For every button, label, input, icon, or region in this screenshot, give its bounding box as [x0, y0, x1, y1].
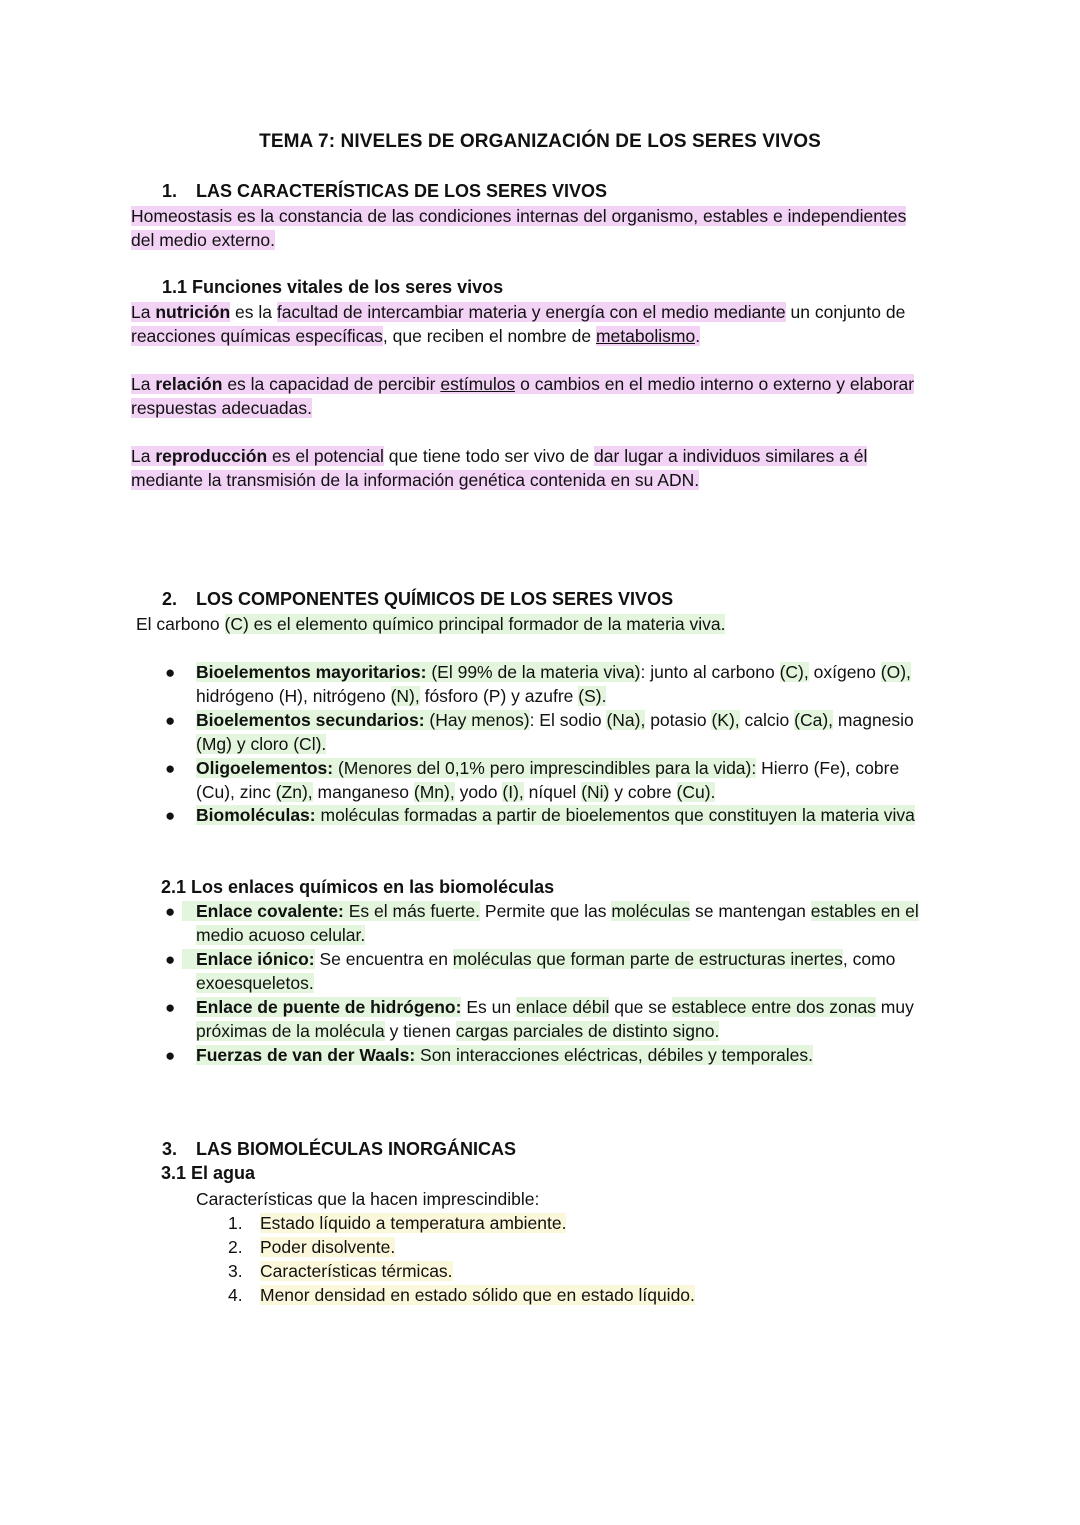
relacion-line-2: respuestas adecuadas. [131, 398, 312, 418]
section-3-heading [162, 1139, 516, 1160]
section-3-title: LAS BIOMOLÉCULAS INORGÁNICAS [196, 1139, 517, 1159]
section-3-number: 3. [162, 1139, 178, 1159]
subsection-3-1-heading: 3.1 El agua [161, 1163, 256, 1183]
homeostasis-line-2: del medio externo. [131, 230, 275, 250]
section-1-title: LAS CARACTERÍSTICAS DE LOS SERES VIVOS [196, 181, 608, 201]
oligoelementos-line-1: Oligoelementos: (Menores del 0,1% pero imprescindibles para la vida): Hierro (Fe), cobre [196, 758, 900, 778]
bullet-icon: ● [165, 902, 176, 921]
bioelementos-secundarios-line-1: Bioelementos secundarios: (Hay menos): El sodio (Na), potasio (K), calcio (Ca), magnesio [196, 710, 914, 730]
reproduccion-line-2: mediante la transmisión de la información genética contenida en su ADN. [131, 470, 700, 490]
list-item-number: 2. [228, 1237, 243, 1257]
list-item: Características térmicas. [260, 1261, 453, 1281]
bullet-icon: ● [165, 998, 176, 1017]
section-2-title: LOS COMPONENTES QUÍMICOS DE LOS SERES VIVOS [196, 589, 674, 609]
homeostasis-line-1: Homeostasis es la constancia de las condiciones internas del organismo, estables e independientes [131, 206, 907, 226]
list-item-number: 4. [228, 1285, 243, 1305]
list-item: Poder disolvente. [260, 1237, 396, 1257]
enlace-covalente-line-2: medio acuoso celular. [196, 925, 366, 945]
section-2-heading [162, 589, 673, 610]
enlace-ionico-line-2: exoesqueletos. [196, 973, 314, 993]
list-item: Estado líquido a temperatura ambiente. [260, 1213, 567, 1233]
bioelementos-mayoritarios-line-1: Bioelementos mayoritarios: (El 99% de la materia viva): junto al carbono (C), oxígeno (O), [196, 662, 911, 682]
fuerzas-van-der-waals-line: Fuerzas de van der Waals: Son interacciones eléctricas, débiles y temporales. [196, 1045, 813, 1065]
bullet-icon: ● [165, 1046, 176, 1065]
section-1-number: 1. [162, 181, 178, 201]
biomoleculas-line: Biomoléculas: moléculas formadas a partir de bioelementos que constituyen la materia viva [196, 805, 915, 825]
enlace-puente-hidrogeno-line-1: Enlace de puente de hidrógeno: Es un enlace débil que se establece entre dos zonas muy [196, 997, 914, 1017]
agua-intro: Características que la hacen imprescindible: [196, 1189, 540, 1209]
relacion-line-1: La relación es la capacidad de percibir estímulos o cambios en el medio interno o externo y elaborar [131, 374, 915, 394]
section-1-heading [162, 181, 607, 202]
nutricion-line-2: reacciones químicas específicas, que reciben el nombre de metabolismo. [131, 326, 701, 346]
nutricion-line-1: La nutrición es la facultad de intercambiar materia y energía con el medio mediante un conjunto de [131, 302, 906, 322]
bioelementos-mayoritarios-line-2: hidrógeno (H), nitrógeno (N), fósforo (P) y azufre (S). [196, 686, 607, 706]
bullet-icon: ● [165, 950, 176, 969]
bullet-icon: ● [165, 806, 176, 825]
subsection-1-1-heading: 1.1 Funciones vitales de los seres vivos [162, 277, 504, 297]
bioelementos-secundarios-line-2: (Mg) y cloro (Cl). [196, 734, 327, 754]
list-item-number: 3. [228, 1261, 243, 1281]
list-item: Menor densidad en estado sólido que en estado líquido. [260, 1285, 695, 1305]
enlace-puente-hidrogeno-line-2: próximas de la molécula y tienen cargas parciales de distinto signo. [196, 1021, 720, 1041]
carbono-intro: El carbono (C) es el elemento químico principal formador de la materia viva. [136, 614, 726, 634]
enlace-covalente-line-1: Enlace covalente: Es el más fuerte. Permite que las moléculas se mantengan estables en el [182, 899, 919, 923]
oligoelementos-line-2: (Cu), zinc (Zn), manganeso (Mn), yodo (I), níquel (Ni) y cobre (Cu). [196, 782, 716, 802]
bullet-icon: ● [165, 663, 176, 682]
section-2-number: 2. [162, 589, 178, 609]
bullet-icon: ● [165, 759, 176, 778]
reproduccion-line-1: La reproducción es el potencial que tiene todo ser vivo de dar lugar a individuos similares a él [131, 446, 868, 466]
subsection-2-1-heading: 2.1 Los enlaces químicos en las biomoléculas [161, 877, 555, 897]
enlace-ionico-line-1: Enlace iónico: Se encuentra en moléculas que forman parte de estructuras inertes, como [182, 947, 895, 971]
document-title: TEMA 7: NIVELES DE ORGANIZACIÓN DE LOS SERES VIVOS [259, 131, 821, 152]
list-item-number: 1. [228, 1213, 243, 1233]
bullet-icon: ● [165, 711, 176, 730]
